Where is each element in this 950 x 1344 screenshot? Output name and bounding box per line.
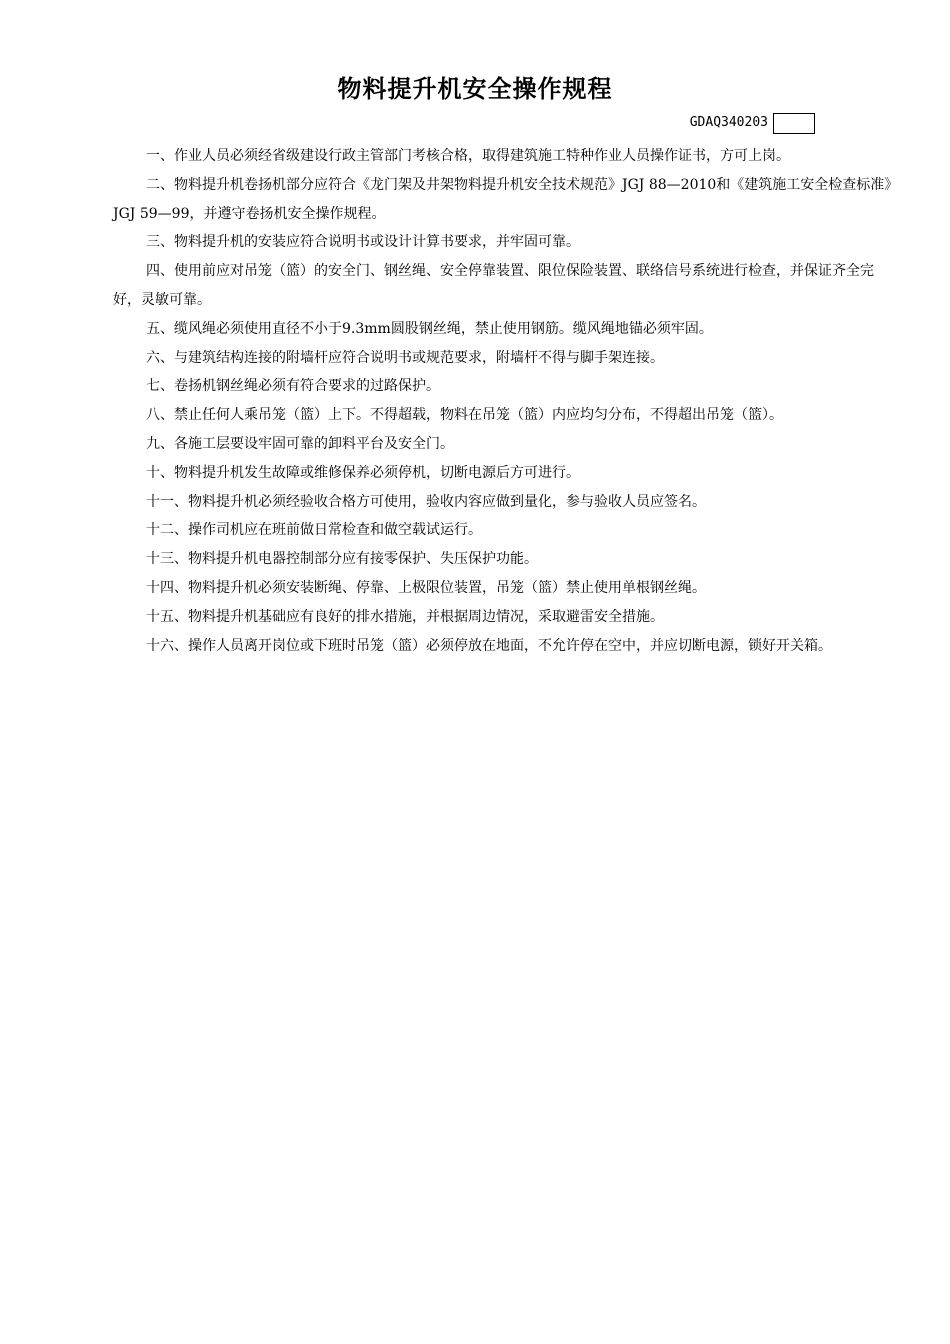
rules-list: [113, 142, 893, 660]
rule-item-7: 七、卷扬机钢丝绳必须有符合要求的过路保护。: [146, 378, 440, 395]
document-code-box: [773, 113, 815, 134]
rule-item-6: 六、与建筑结构连接的附墙杆应符合说明书或规范要求，附墙杆不得与脚手架连接。: [146, 349, 664, 366]
rule-item-16: 十六、操作人员离开岗位或下班时吊笼（篮）必须停放在地面，不允许停在空中，并应切断电源，锁好开关箱。: [146, 637, 832, 654]
rule-item-3: 三、物料提升机的安装应符合说明书或设计计算书要求，并牢固可靠。: [146, 234, 580, 251]
rule-item-9: 九、各施工层要设牢固可靠的卸料平台及安全门。: [146, 435, 454, 452]
rule-item-8: 八、禁止任何人乘吊笼（篮）上下。不得超载，物料在吊笼（篮）内应均匀分布，不得超出吊笼（篮）。: [146, 407, 783, 424]
rule-item-12: 十二、操作司机应在班前做日常检查和做空载试运行。: [146, 522, 482, 539]
rule-item-13: 十三、物料提升机电器控制部分应有接零保护、失压保护功能。: [146, 551, 538, 568]
rule-item-15: 十五、物料提升机基础应有良好的排水措施，并根据周边情况，采取避雷安全措施。: [146, 608, 664, 625]
document-code-row: [690, 111, 815, 135]
rule-item-4: 四、使用前应对吊笼（篮）的安全门、钢丝绳、安全停靠装置、限位保险装置、联络信号系统进行检查，并保证齐全完好，灵敏可靠。: [113, 263, 874, 308]
rule-item-1: 一、作业人员必须经省级建设行政主管部门考核合格，取得建筑施工特种作业人员操作证书，方可上岗。: [146, 148, 790, 164]
rule-item-5: 五、缆风绳必须使用直径不小于9.3mm圆股钢丝绳，禁止使用钢筋。缆风绳地锚必须牢固。: [146, 320, 713, 337]
rule-item-10: 十、物料提升机发生故障或维修保养必须停机，切断电源后方可进行。: [146, 464, 580, 481]
document-code: GDAQ340203: [689, 115, 768, 130]
document-title: 物料提升机安全操作规程: [337, 75, 613, 103]
rule-item-2: 二、物料提升机卷扬机部分应符合《龙门架及井架物料提升机安全技术规范》JGJ 88—2010和《建筑施工安全检查标准》JGJ 59—99，并遵守卷扬机安全操作规程。: [113, 176, 892, 222]
rule-item-14: 十四、物料提升机必须安装断绳、停靠、上极限位装置，吊笼（篮）禁止使用单根钢丝绳。: [146, 579, 706, 596]
rule-item-11: 十一、物料提升机必须经验收合格方可使用，验收内容应做到量化，参与验收人员应签名。: [146, 493, 706, 510]
